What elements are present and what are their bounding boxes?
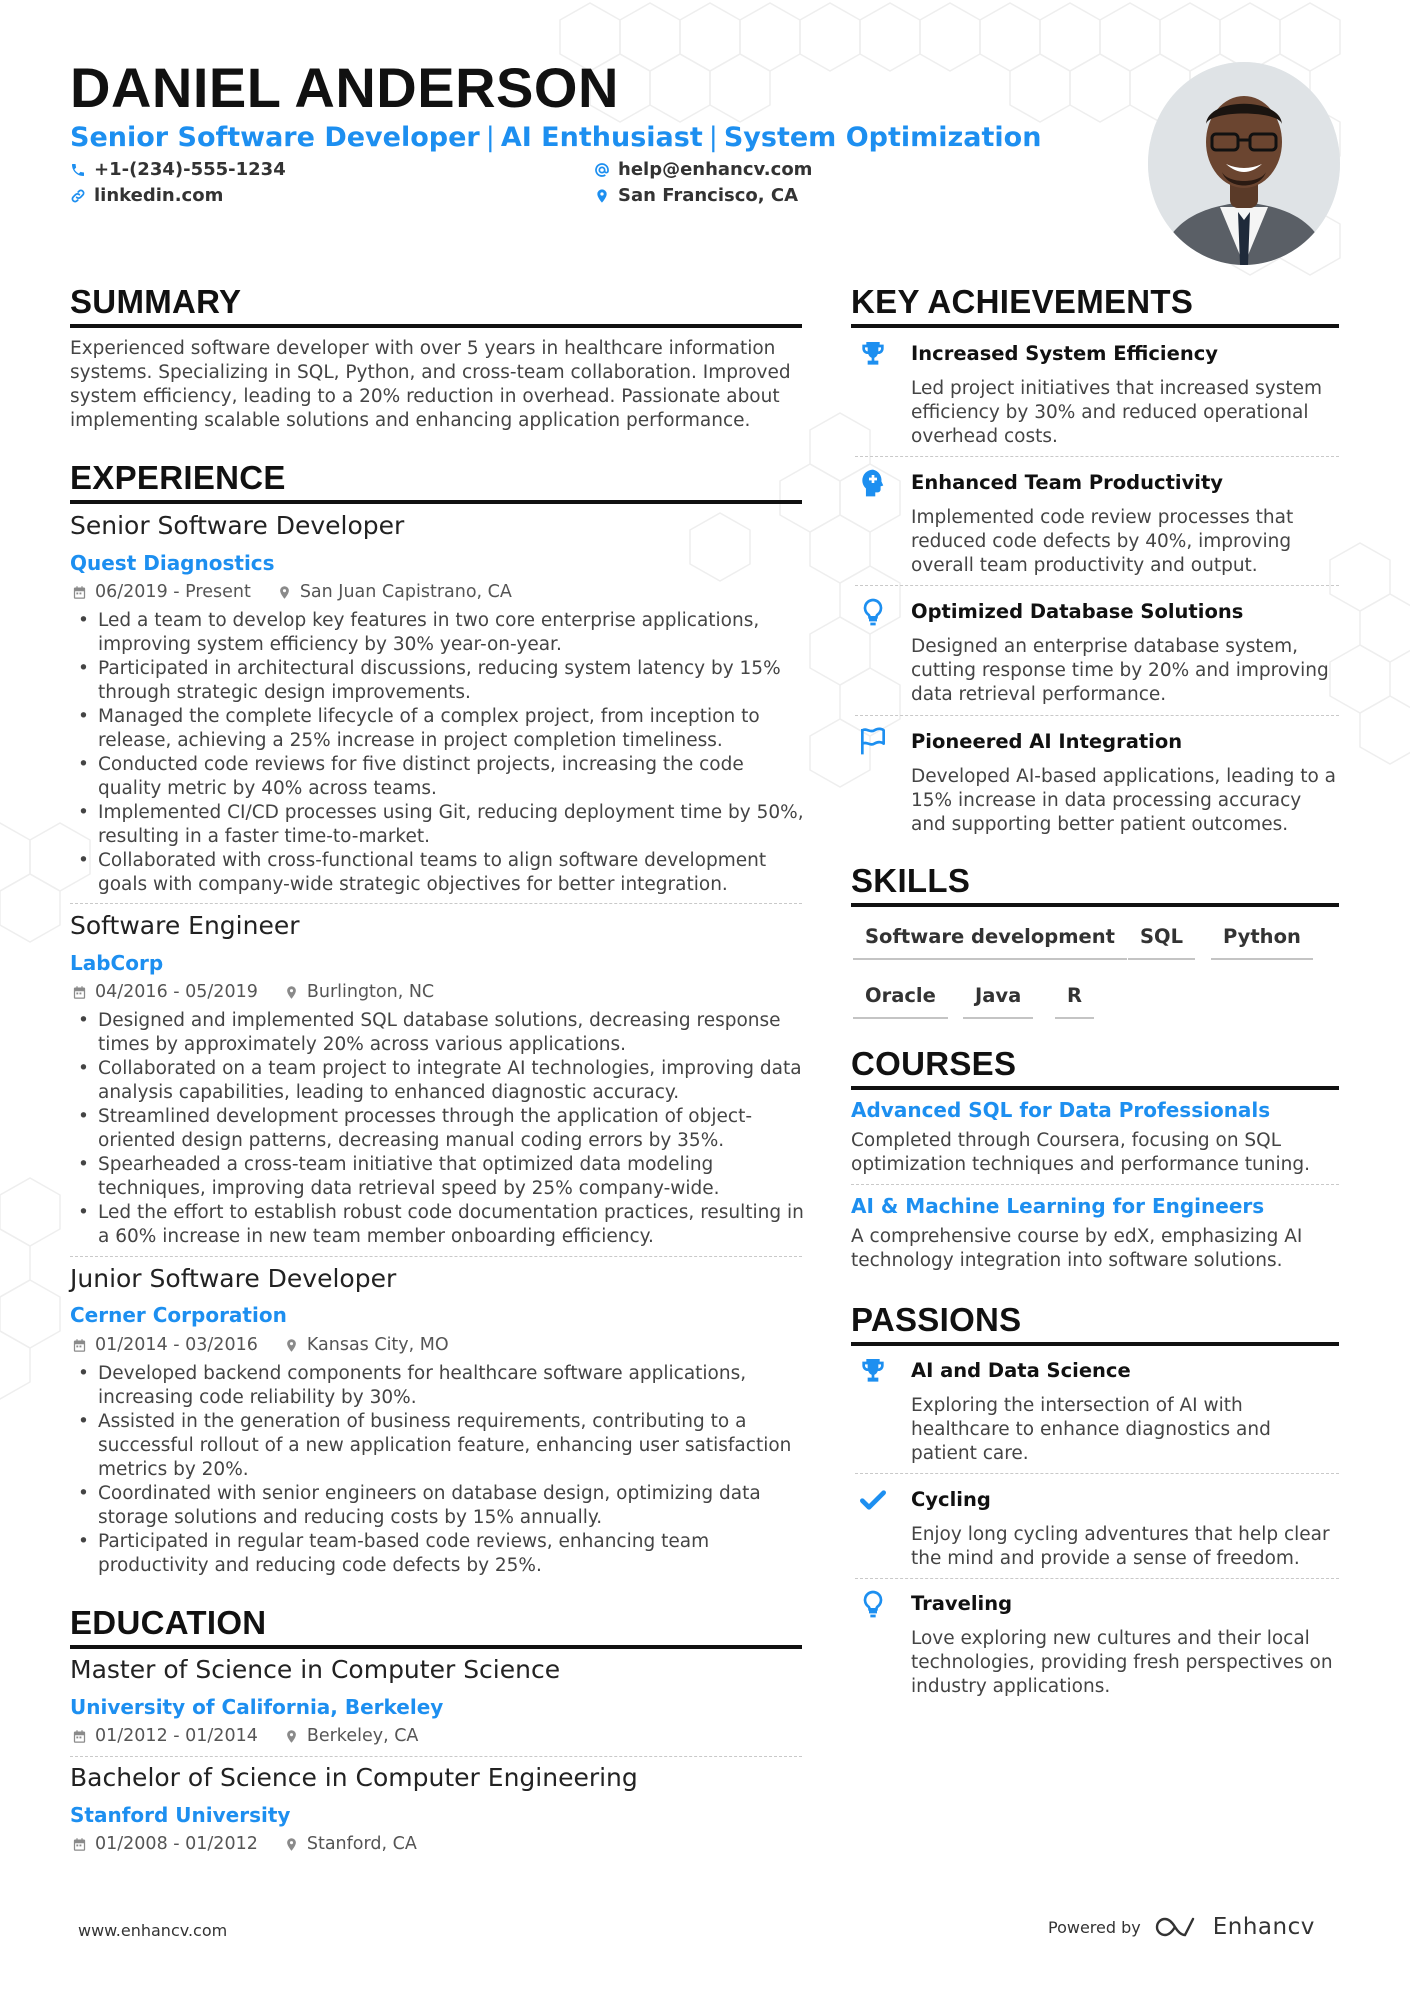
bullet-item: • Collaborated with cross-functional teams to align software development goals with company-wide strategic objectives for better integration. [70,849,810,897]
company-name: Quest Diagnostics [70,551,275,575]
section-rule [70,500,802,504]
job-dates: 06/2019 - Present [95,582,251,602]
section-rule [851,1342,1339,1346]
skill-tag: Oracle [853,984,948,1019]
trophy-icon [857,1355,889,1387]
phone-contact[interactable] [70,159,286,180]
divider [70,903,802,904]
passion-desc: Enjoy long cycling adventures that help clear the mind and provide a sense of freedom. [911,1524,1330,1569]
divider [855,585,1339,586]
bullet-item: • Participated in regular team-based code reviews, enhancing team productivity and reducing code defects by 25%. [70,1530,810,1578]
achievement-desc: Designed an enterprise database system, cutting response time by 20% and improving data retrieval performance. [911,636,1329,705]
powered-by[interactable] [1048,1914,1315,1940]
flag-icon [857,725,889,757]
bullet-item: • Spearheaded a cross-team initiative that optimized data modeling techniques, improving data retrieval speed by 25% company-wide. [70,1153,810,1201]
skill-tag: Python [1211,925,1313,960]
location-text: San Francisco, CA [618,185,799,206]
passion-icon [855,1586,891,1622]
headline-part: System Optimization [723,122,1042,153]
calendar-icon [72,985,87,1000]
education-heading: EDUCATION [70,1604,267,1641]
job-location: Kansas City, MO [306,1335,449,1355]
achievements-heading: KEY ACHIEVEMENTS [851,283,1194,320]
skills-heading: SKILLS [851,862,971,899]
skill-tag: Software development [853,925,1127,960]
school-name: University of California, Berkeley [70,1695,444,1719]
location-pin-icon [284,985,299,1000]
headline-separator: | [708,122,718,153]
achievement-icon [855,723,891,759]
candidate-name: DANIEL ANDERSON [70,56,619,119]
education-meta [72,1726,418,1746]
job-dates: 01/2014 - 03/2016 [95,1335,258,1355]
powered-by-label: Powered by [1048,1917,1141,1937]
achievement-title: Increased System Efficiency [911,342,1218,365]
achievement-icon [855,594,891,630]
bullet-item: • Conducted code reviews for five distinct projects, increasing the code quality metric by 40% across teams. [70,753,810,801]
headline-part: Senior Software Developer [70,122,480,153]
location-pin-icon [284,1338,299,1353]
calendar-icon [72,1338,87,1353]
calendar-icon [72,1729,87,1744]
bullet-item: • Led a team to develop key features in two core enterprise applications, improving system efficiency by 30% year-on-year. [70,609,810,657]
achievement-desc: Led project initiatives that increased system efficiency by 30% and reduced operational overhead costs. [911,378,1322,447]
lightbulb-icon [857,596,889,628]
job-title: Software Engineer [70,911,300,940]
passion-icon [855,1353,891,1389]
course-title: AI & Machine Learning for Engineers [851,1194,1265,1218]
profile-photo [1148,62,1340,265]
footer-website[interactable]: www.enhancv.com [78,1921,228,1940]
courses-heading: COURSES [851,1045,1017,1082]
course-desc: A comprehensive course by edX, emphasizing AI technology integration into software solutions. [851,1226,1303,1271]
job-meta [72,582,512,602]
location-pin-icon [284,1837,299,1852]
job-location: Burlington, NC [306,982,435,1002]
degree-title: Bachelor of Science in Computer Engineering [70,1763,638,1792]
passion-icon [855,1482,891,1518]
bullet-item: • Assisted in the generation of business requirements, contributing to a successful rollout of a new application feature, enhancing user satisfaction metrics by 20%. [70,1410,810,1482]
section-rule [851,324,1339,328]
course-title: Advanced SQL for Data Professionals [851,1098,1271,1122]
bullet-item: • Collaborated on a team project to integrate AI technologies, improving data analysis capabilities, leading to enhanced diagnostic accuracy. [70,1057,810,1105]
achievement-desc: Developed AI-based applications, leading to a 15% increase in data processing accuracy and supporting better patient outcomes. [911,766,1337,835]
job-bullets [70,1009,810,1249]
headline-separator: | [485,122,495,153]
divider [851,1184,1339,1185]
achievement-title: Pioneered AI Integration [911,730,1183,753]
job-location: San Juan Capistrano, CA [299,582,512,602]
skill-tag: Java [963,984,1033,1019]
job-title: Junior Software Developer [70,1264,397,1293]
email-text: help@enhancv.com [618,159,813,180]
summary-heading: SUMMARY [70,283,242,320]
bullet-item: • Led the effort to establish robust code documentation practices, resulting in a 60% increase in new team member onboarding efficiency. [70,1201,810,1249]
enhancv-logo-icon [1155,1915,1199,1939]
calendar-icon [72,585,87,600]
section-rule [70,1645,802,1649]
phone-text: +1-(234)-555-1234 [94,159,286,180]
education-location: Berkeley, CA [306,1726,419,1746]
achievement-desc: Implemented code review processes that reduced code defects by 40%, improving overall team productivity and output. [911,507,1294,576]
headline-part: AI Enthusiast [500,122,703,153]
passion-desc: Love exploring new cultures and their local technologies, providing fresh perspectives on industry applications. [911,1628,1333,1697]
bullet-item: • Streamlined development processes through the application of object-oriented design patterns, decreasing manual coding errors by 35%. [70,1105,810,1153]
section-rule [70,324,802,328]
brand-name: Enhancv [1212,1914,1315,1940]
linkedin-text: linkedin.com [94,185,224,206]
trophy-icon [857,338,889,370]
education-dates: 01/2012 - 01/2014 [95,1726,258,1746]
bullet-item: • Managed the complete lifecycle of a complex project, from inception to release, achieving a 25% increase in project completion timeliness. [70,705,810,753]
location-pin-icon [277,585,292,600]
company-name: LabCorp [70,951,164,975]
passion-title: Cycling [911,1488,991,1511]
divider [70,1756,802,1757]
location-pin-icon [594,188,610,204]
education-dates: 01/2008 - 01/2012 [95,1834,258,1854]
job-title: Senior Software Developer [70,511,405,540]
section-rule [851,1086,1339,1090]
job-meta [72,1335,449,1355]
headline [70,122,1041,153]
course-desc: Completed through Coursera, focusing on SQL optimization techniques and performance tuning. [851,1130,1310,1175]
skill-tag: R [1055,984,1094,1019]
company-name: Cerner Corporation [70,1303,287,1327]
job-bullets [70,1362,810,1578]
education-meta [72,1834,417,1854]
divider [855,1578,1339,1579]
link-icon [70,188,86,204]
passion-title: Traveling [911,1592,1013,1615]
divider [855,1473,1339,1474]
achievement-icon [855,336,891,372]
job-dates: 04/2016 - 05/2019 [95,982,258,1002]
passions-heading: PASSIONS [851,1301,1022,1338]
achievement-icon [855,465,891,501]
bullet-item: • Designed and implemented SQL database solutions, decreasing response times by approximately 20% across various applications. [70,1009,810,1057]
education-location: Stanford, CA [306,1834,417,1854]
divider [855,456,1339,457]
job-meta [72,982,434,1002]
school-name: Stanford University [70,1803,291,1827]
passion-desc: Exploring the intersection of AI with healthcare to enhance diagnostics and patient care. [911,1395,1271,1464]
experience-heading: EXPERIENCE [70,459,286,496]
job-bullets [70,609,810,897]
divider [70,1256,802,1257]
lightbulb-icon [857,1588,889,1620]
phone-icon [70,162,86,178]
at-icon [594,162,610,178]
skill-tag: SQL [1128,925,1195,960]
bullet-item: • Participated in architectural discussions, reducing system latency by 15% through strategic design improvements. [70,657,810,705]
brain-head-icon [857,467,889,499]
bullet-item: • Implemented CI/CD processes using Git, reducing deployment time by 50%, resulting in a faster time-to-market. [70,801,810,849]
checkmark-icon [857,1484,889,1516]
bullet-item: • Coordinated with senior engineers on database design, optimizing data storage solutions and reducing costs by 15% annually. [70,1482,810,1530]
email-contact[interactable] [594,159,812,180]
bullet-item: • Developed backend components for healthcare software applications, increasing code reliability by 30%. [70,1362,810,1410]
calendar-icon [72,1837,87,1852]
location-contact [594,185,798,206]
degree-title: Master of Science in Computer Science [70,1655,561,1684]
linkedin-contact[interactable] [70,185,223,206]
location-pin-icon [284,1729,299,1744]
passion-title: AI and Data Science [911,1359,1131,1382]
achievement-title: Optimized Database Solutions [911,600,1244,623]
achievement-title: Enhanced Team Productivity [911,471,1223,494]
section-rule [851,903,1339,907]
summary-text: Experienced software developer with over 5 years in healthcare information systems. Specializing in SQL, Python, and cross-team collaboration. Improved system efficiency, leading to a 20% reduction in overhead. Passionate about implementing scalable solutions and enhancing application performance. [70,338,791,431]
divider [855,715,1339,716]
